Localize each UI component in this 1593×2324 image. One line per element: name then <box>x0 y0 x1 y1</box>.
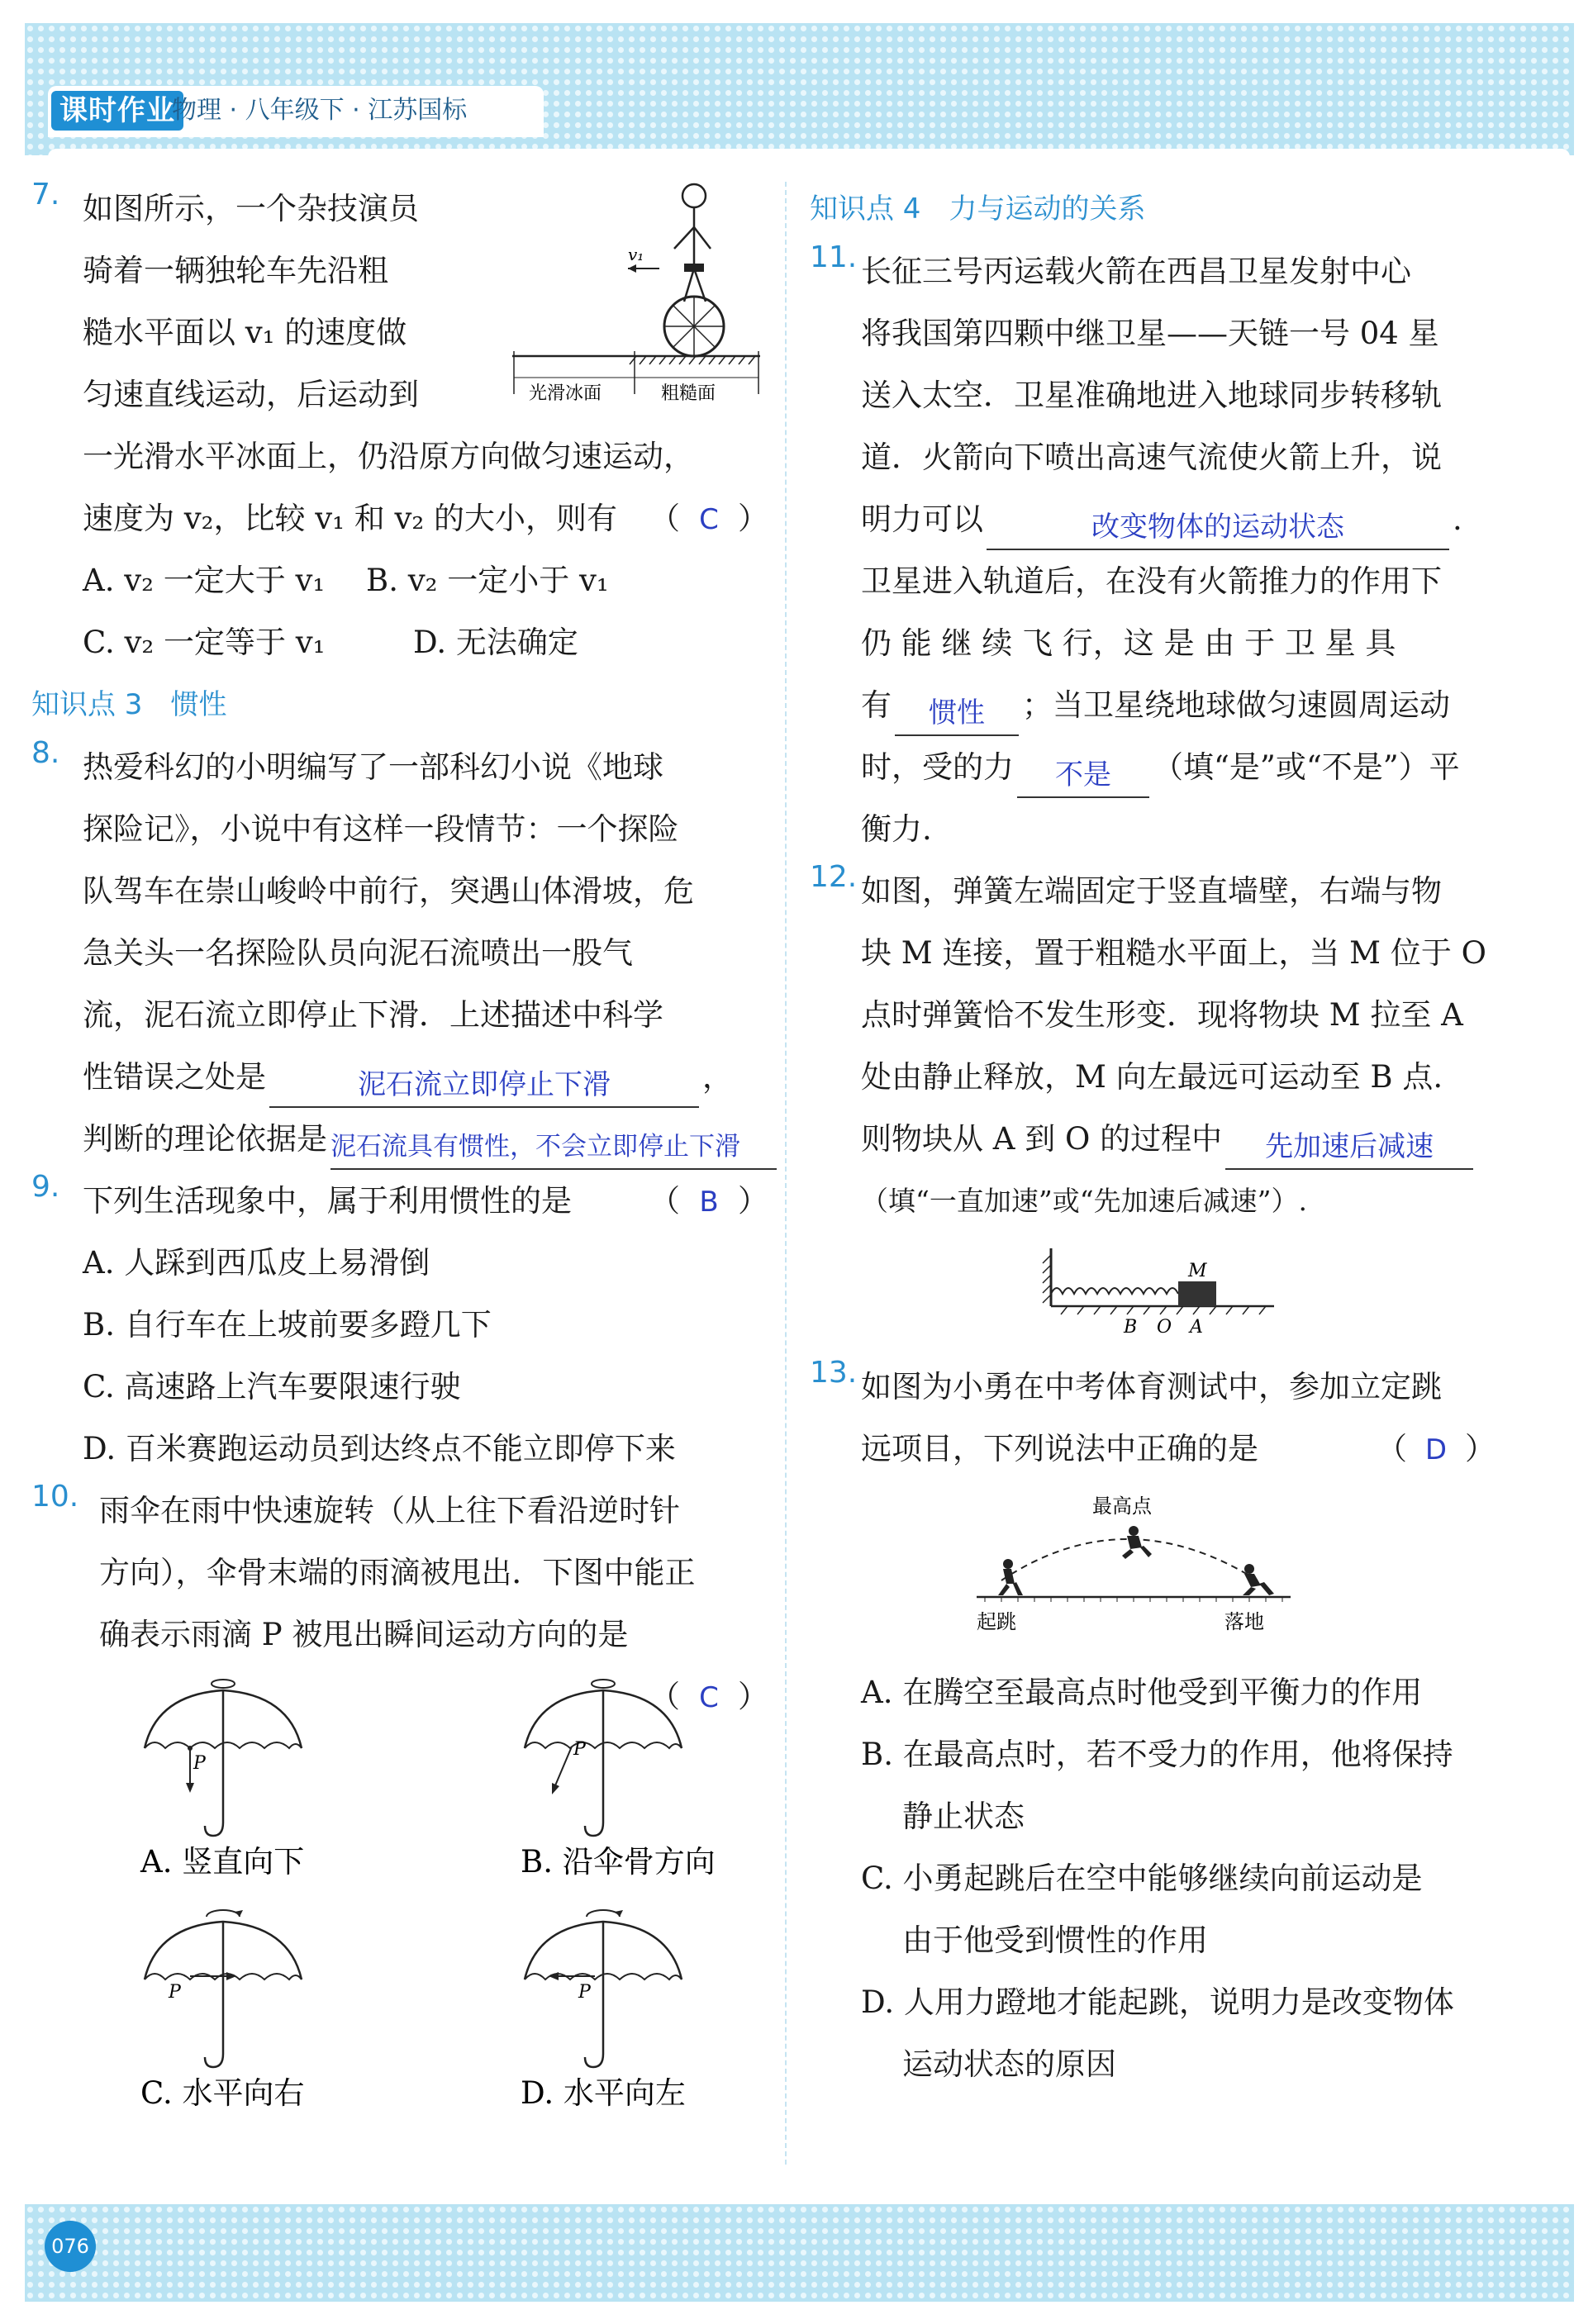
q8-line-1: 热爱科幻的小明编写了一部科幻小说《地球 <box>83 749 663 785</box>
answer-blank <box>987 505 1449 550</box>
option-a-caption: A. 竖直向下 <box>140 1844 305 1880</box>
option-c: C. 小勇起跳后在空中能够继续向前运动是 <box>861 1861 1423 1896</box>
q13-line-2 <box>861 1418 1496 1480</box>
section-heading-3: 知识点 3 惯性 <box>31 688 227 721</box>
q12-line-4: 处由静止释放，M 向左最远可运动至 B 点. <box>861 1059 1443 1095</box>
q8-answer-1: 泥石流立即停止下滑 <box>358 1068 611 1101</box>
q7-options-row-2 <box>83 611 768 673</box>
option-b: B. 在最高点时，若不受力的作用，他将保持 <box>861 1737 1453 1772</box>
velocity-label: v₁ <box>628 245 644 264</box>
question-8 <box>31 736 768 1170</box>
answer-bracket: （ D ） <box>1377 1418 1496 1481</box>
spring-figure <box>861 1232 1489 1339</box>
q12-blank-prefix: 则物块从 A 到 O 的过程中 <box>861 1121 1223 1157</box>
q7-answer: C <box>699 503 719 536</box>
q8-line-4: 急关头一名探险队员向泥石流喷出一股气 <box>83 935 633 971</box>
page-number: 076 <box>45 2221 96 2272</box>
block-m-label: M <box>1188 1261 1207 1281</box>
point-p-label: P <box>578 1982 591 2003</box>
answer-blank <box>1017 753 1149 798</box>
q7-line-2: 骑着一辆独轮车先沿粗 <box>83 253 388 288</box>
question-9 <box>31 1170 768 1480</box>
q11-line-8 <box>861 674 1496 736</box>
q11-blank1-prefix: 明力可以 <box>861 501 983 537</box>
q10-line-3: 确表示雨滴 P 被甩出瞬间运动方向的是 <box>99 1617 629 1652</box>
q7-line-4: 匀速直线运动，后运动到 <box>83 377 419 412</box>
answer-blank <box>895 691 1019 736</box>
question-number: 7. <box>31 178 60 211</box>
q8-line-7 <box>83 1108 768 1170</box>
option-d: D. 无法确定 <box>413 625 578 660</box>
q7-line-3: 糙水平面以 v₁ 的速度做 <box>83 315 407 350</box>
q9-answer: B <box>699 1186 719 1219</box>
q11-line-4: 道．火箭向下喷出高速气流使火箭上升，说 <box>861 440 1442 475</box>
point-o-label: O <box>1157 1317 1172 1338</box>
point-b-label: B <box>1124 1317 1138 1338</box>
question-10 <box>31 1480 768 2128</box>
point-a-label: A <box>1190 1317 1203 1338</box>
q10-line-1: 雨伞在雨中快速旋转（从上往下看沿逆时针 <box>99 1493 680 1528</box>
left-column <box>31 178 768 2128</box>
landing-label: 落地 <box>1224 1610 1264 1633</box>
section-heading-4: 知识点 4 力与运动的关系 <box>810 192 1146 226</box>
q11-line-9 <box>861 736 1496 798</box>
q8-blank2-prefix: 判断的理论依据是 <box>83 1121 327 1157</box>
long-jump-figure <box>861 1481 1497 1647</box>
question-7 <box>31 178 768 673</box>
q11-blank3-suffix: （填“是”或“不是”）平 <box>1153 749 1460 785</box>
answer-bracket: （ C ） <box>649 487 768 551</box>
q7-line-1: 如图所示，一个杂技演员 <box>83 191 419 226</box>
umbrella-a <box>145 1680 302 1836</box>
umbrella-c <box>145 1910 302 2067</box>
option-a: A. 人踩到西瓜皮上易滑倒 <box>83 1245 430 1281</box>
q11-answer-2: 惯性 <box>929 696 985 730</box>
option-d-cont: 运动状态的原因 <box>902 2046 1116 2082</box>
q13-answer: D <box>1424 1433 1448 1466</box>
answer-blank <box>269 1062 699 1108</box>
rough-surface-label: 粗糙面 <box>661 383 716 404</box>
point-p-label: P <box>193 1753 206 1774</box>
header-subtitle: 物理 · 八年级下 · 江苏国标 <box>172 96 468 125</box>
q11-answer-1: 改变物体的运动状态 <box>1091 511 1344 544</box>
q12-line-5 <box>861 1108 1496 1170</box>
q12-line-1: 如图，弹簧左端固定于竖直墙壁，右端与物 <box>861 873 1442 909</box>
question-number: 13. <box>810 1356 858 1390</box>
q12-line-3: 点时弹簧恰不发生形变．现将物块 M 拉至 A <box>861 997 1463 1033</box>
q7-options-row-1 <box>83 549 649 611</box>
jumper-apex-icon <box>1122 1526 1152 1559</box>
jumper-start-icon <box>998 1559 1023 1595</box>
q8-answer-2: 泥石流具有惯性，不会立即停止下滑 <box>330 1132 740 1162</box>
question-number: 10. <box>31 1480 79 1514</box>
q9-stem: 下列生活现象中，属于利用惯性的是 <box>83 1183 572 1219</box>
answer-blank <box>330 1124 777 1170</box>
q11-line-5: 明力可以 改变物体的运动状态 . <box>861 488 1496 550</box>
option-b-caption: B. 沿伞骨方向 <box>521 1844 716 1880</box>
question-13 <box>810 1356 1496 2095</box>
question-number: 8. <box>31 736 60 770</box>
question-number: 9. <box>31 1170 60 1204</box>
question-number: 12. <box>810 860 858 894</box>
q8-line-5: 流，泥石流立即停止下滑．上述描述中科学 <box>83 997 663 1033</box>
footer-band <box>25 2204 1574 2302</box>
question-12 <box>810 860 1496 1339</box>
option-d: D. 人用力蹬地才能起跳，说明力是改变物体 <box>861 1984 1454 2020</box>
q10-answer: C <box>699 1681 719 1714</box>
q12-line-2: 块 M 连接，置于粗糙水平面上，当 M 位于 O <box>861 935 1486 971</box>
umbrella-b <box>525 1680 682 1836</box>
umbrella-figures <box>83 1666 768 2128</box>
option-b: B. v₂ 一定小于 v₁ <box>366 563 609 598</box>
q11-blank2-suffix: ；当卫星绕地球做匀速圆周运动 <box>1022 687 1450 723</box>
q11-line-7: 仍 能 继 续 飞 行，这 是 由 于 卫 星 具 <box>861 625 1396 661</box>
start-label: 起跳 <box>977 1610 1016 1633</box>
q11-blank3-prefix: 时，受的力 <box>861 749 1014 785</box>
option-a: A. v₂ 一定大于 v₁ <box>83 563 326 598</box>
q11-line-1: 长征三号丙运载火箭在西昌卫星发射中心 <box>861 254 1411 289</box>
umbrella-d <box>525 1910 682 2067</box>
option-b: B. 自行车在上坡前要多蹬几下 <box>83 1307 492 1343</box>
column-divider <box>785 182 787 2165</box>
option-c: C. v₂ 一定等于 v₁ <box>83 625 326 660</box>
unicycle-figure <box>504 178 768 409</box>
long-jump-figure-wrap <box>861 1480 1496 1645</box>
q8-line-3: 队驾车在崇山峻岭中前行，突遇山体滑坡，危 <box>83 873 694 909</box>
q13-stem-end: 远项目，下列说法中正确的是 <box>861 1431 1258 1466</box>
question-number: 11. <box>810 240 858 274</box>
right-column <box>810 178 1496 2095</box>
q7-line-6 <box>83 487 768 549</box>
q11-line-2: 将我国第四颗中继卫星——天链一号 04 星 <box>861 316 1439 351</box>
q9-stem-line <box>83 1170 768 1232</box>
point-p-label: P <box>169 1982 181 2003</box>
q11-line-6: 卫星进入轨道后，在没有火箭推力的作用下 <box>861 563 1442 599</box>
q8-line-6: 性错误之处是 泥石流立即停止下滑 ， <box>83 1046 768 1108</box>
q12-answer: 先加速后减速 <box>1265 1130 1434 1163</box>
q13-line-1: 如图为小勇在中考体育测试中，参加立定跳 <box>861 1369 1442 1404</box>
brand-logo: 课时作业 <box>51 91 183 131</box>
smooth-ice-label: 光滑冰面 <box>529 383 602 404</box>
umbrella-options-figure <box>83 1666 768 2128</box>
option-c: C. 高速路上汽车要限速行驶 <box>83 1369 461 1404</box>
jumper-landing-icon <box>1243 1564 1274 1595</box>
q11-line-3: 送入太空．卫星准确地进入地球同步转移轨 <box>861 378 1442 413</box>
q7-line-5: 一光滑水平冰面上，仍沿原方向做匀速运动， <box>83 439 694 474</box>
q11-answer-3: 不是 <box>1055 758 1111 791</box>
answer-bracket: （ C ） <box>649 1666 768 1729</box>
option-c-cont: 由于他受到惯性的作用 <box>902 1922 1208 1958</box>
option-a: A. 在腾空至最高点时他受到平衡力的作用 <box>861 1675 1423 1710</box>
question-11 <box>810 240 1496 860</box>
q7-stem-end: 速度为 v₂，比较 v₁ 和 v₂ 的大小，则有 <box>83 501 618 536</box>
option-d: D. 百米赛跑运动员到达终点不能立即停下来 <box>83 1431 676 1466</box>
q8-line-2: 探险记》，小说中有这样一段情节：一个探险 <box>83 811 679 847</box>
point-p-label: P <box>573 1739 586 1760</box>
option-b-cont: 静止状态 <box>902 1799 1025 1834</box>
q11-blank2-prefix: 有 <box>861 687 892 723</box>
option-c-caption: C. 水平向右 <box>140 2075 305 2111</box>
option-d-caption: D. 水平向左 <box>521 2075 686 2111</box>
q11-line-10: 衡力. <box>861 811 932 847</box>
q8-blank1-prefix: 性错误之处是 <box>83 1059 266 1095</box>
q12-note: （填“一直加速”或“先加速后减速”）. <box>861 1185 1307 1217</box>
apex-label: 最高点 <box>1092 1495 1152 1518</box>
answer-bracket: （ B ） <box>649 1170 768 1233</box>
q10-line-2: 方向），伞骨末端的雨滴被甩出．下图中能正 <box>99 1555 696 1590</box>
spring-figure-wrap <box>861 1232 1496 1339</box>
answer-blank <box>1225 1124 1473 1170</box>
